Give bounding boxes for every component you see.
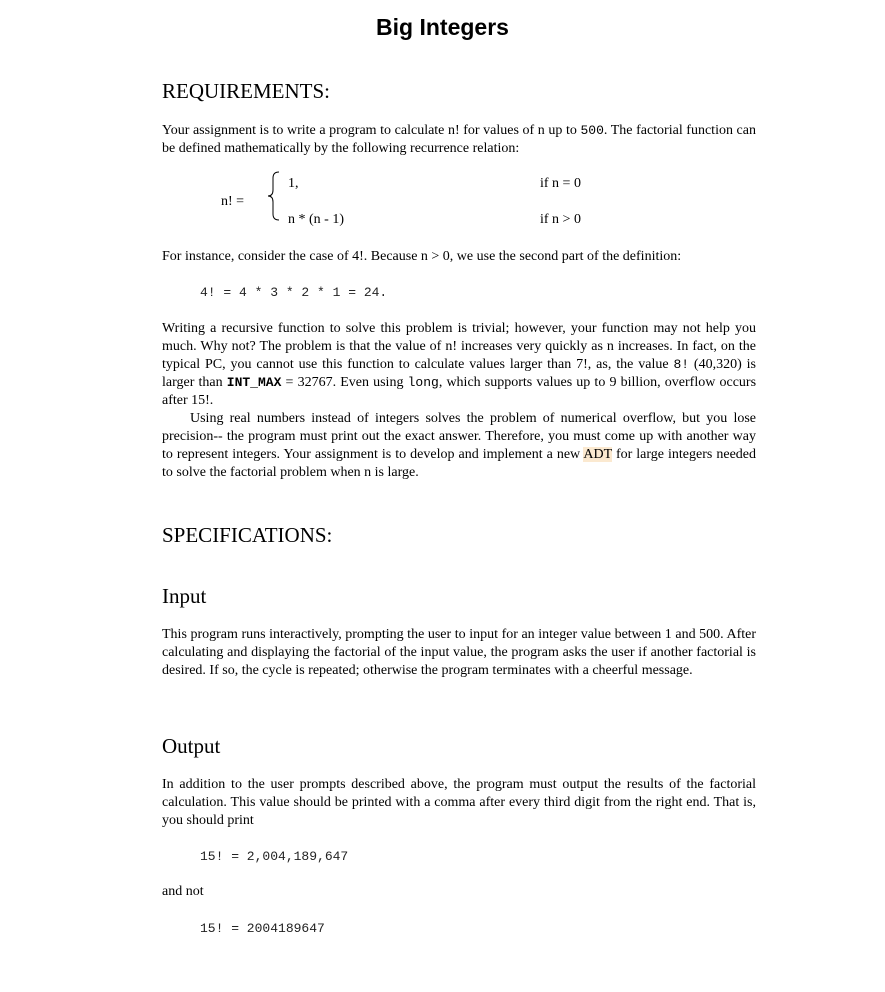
intro-limit-value: 500 xyxy=(580,123,604,138)
page-title: Big Integers xyxy=(376,14,509,40)
recursive-paragraph xyxy=(162,320,756,410)
output-paragraph: In addition to the user prompts described above, the program must output the results of the factorial calculation. This value should be printed with a comma after every third digit from the right end. That is, you should print xyxy=(162,777,756,828)
real-text-part1: Using real numbers instead of integers solves the problem of numerical overflow, but you lose precision-- the program must print out the exact answer. Therefore, you must come up with another way to represent integers. Your assignment is to develop and implement a new xyxy=(162,411,756,462)
formatted-output-example: 15! = 2,004,189,647 xyxy=(200,849,349,864)
real-numbers-paragraph xyxy=(162,410,756,482)
recursive-text-part4: , which supports values up to 9 billion, overflow occurs after 15!. xyxy=(162,375,757,408)
adt-highlight: ADT xyxy=(583,447,612,462)
formula-case2-expression: n * (n - 1) xyxy=(288,212,344,227)
unformatted-output-example: 15! = 2004189647 xyxy=(200,921,325,936)
recursive-text-part1: Writing a recursive function to solve this problem is trivial; however, your function may not help you much. Why not? The problem is that the value of n! increases very quickly as n increases. In fact, on the typical PC, you cannot use this function to calculate values larger than 7!, as, the value xyxy=(162,321,756,372)
left-brace-icon xyxy=(266,170,282,222)
output-heading: Output xyxy=(162,734,221,758)
real-text-part2: for large integers needed to solve the factorial problem when n is large. xyxy=(162,447,756,480)
long-keyword: long xyxy=(407,375,439,390)
eight-factorial: 8! xyxy=(673,357,690,372)
requirements-intro-paragraph xyxy=(162,122,756,158)
intro-text-part2: . The factorial function can be defined mathematically by the following recurrence relation: xyxy=(162,123,756,156)
formula-case1-expression: 1, xyxy=(288,176,299,191)
input-heading: Input xyxy=(162,584,207,608)
recursive-text-part2: (40,320) is larger than xyxy=(162,357,756,390)
and-not-text: and not xyxy=(162,884,204,899)
formula-lhs: n! = xyxy=(221,194,245,209)
factorial-example-code: 4! = 4 * 3 * 2 * 1 = 24. xyxy=(200,285,388,300)
specifications-heading: SPECIFICATIONS: xyxy=(162,523,333,547)
int-max-keyword: INT_MAX xyxy=(226,375,282,390)
requirements-heading: REQUIREMENTS: xyxy=(162,79,330,103)
recursive-text-part3: = 32767. Even using xyxy=(281,375,408,390)
input-paragraph: This program runs interactively, prompting the user to input for an integer value between 1 and 500. After calculating and displaying the factorial of the input value, the program asks the user if another factorial is desired. If so, the cycle is repeated; otherwise the program terminates with a cheerful message. xyxy=(162,627,756,678)
formula-case1-condition: if n = 0 xyxy=(540,176,581,191)
instance-paragraph: For instance, consider the case of 4!. Because n > 0, we use the second part of the definition: xyxy=(162,249,682,264)
intro-text-part1: Your assignment is to write a program to calculate n! for values of n up to xyxy=(162,123,581,138)
formula-case2-condition: if n > 0 xyxy=(540,212,581,227)
